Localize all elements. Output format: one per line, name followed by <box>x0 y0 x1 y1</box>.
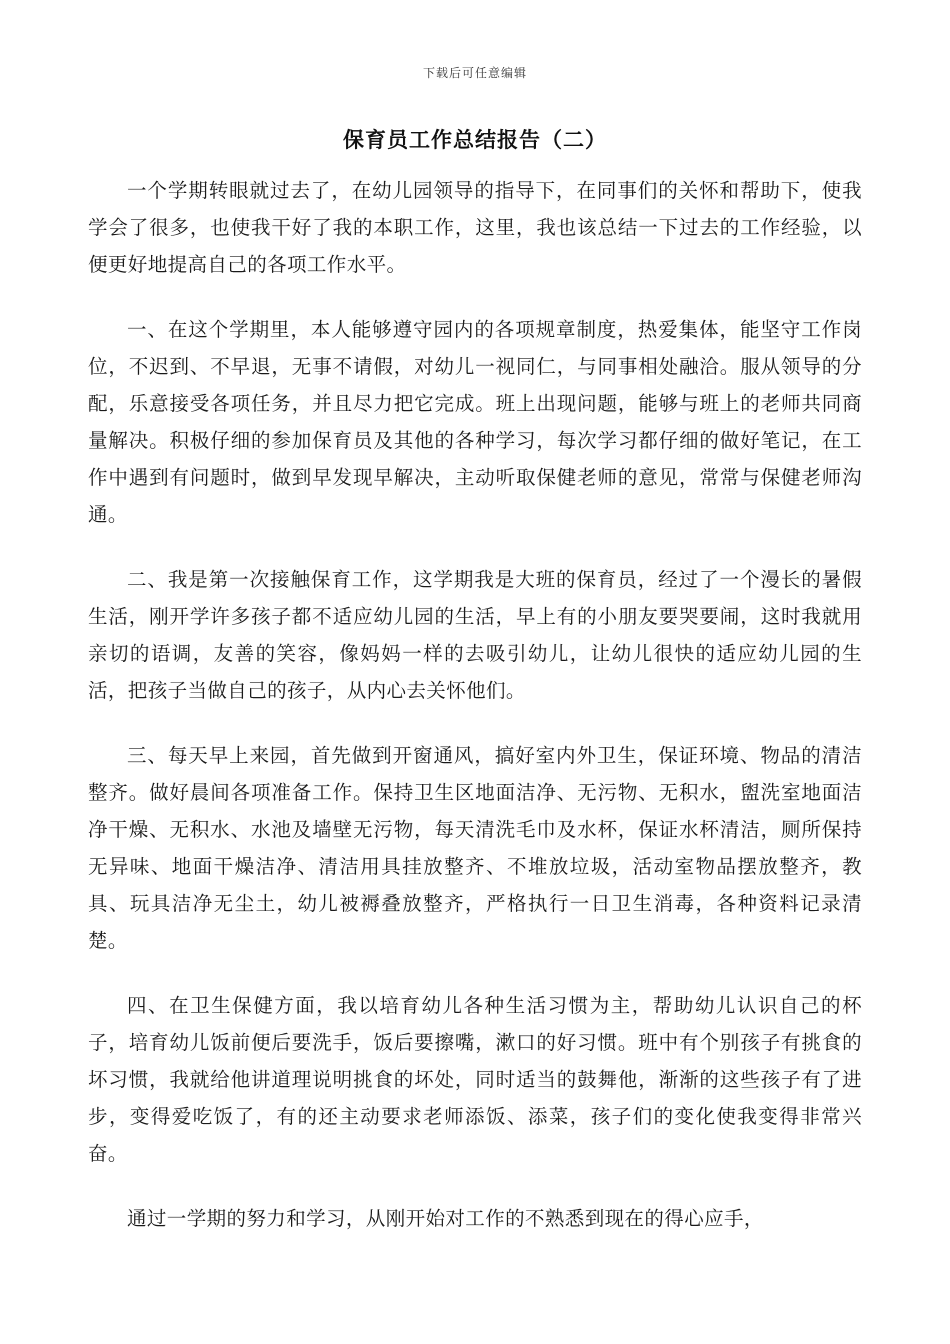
paragraph-section-1: 一、在这个学期里，本人能够遵守园内的各项规章制度，热爱集体，能坚守工作岗位，不迟到、不早退，无事不请假，对幼儿一视同仁，与同事相处融洽。服从领导的分配，乐意接受各项任务，并且尽力把它完成。班上出现问题，能够与班上的老师共同商量解决。积极仔细的参加保育员及其他的各种学习，每次学习都仔细的做好笔记，在工作中遇到有问题时，做到早发现早解决，主动听取保健老师的意见，常常与保健老师沟通。 <box>88 318 862 526</box>
paragraph-conclusion: 通过一学期的努力和学习，从刚开始对工作的不熟悉到现在的得心应手， <box>127 1207 764 1230</box>
document-title: 保育员工作总结报告（二） <box>343 127 607 152</box>
paragraph-section-3: 三、每天早上来园，首先做到开窗通风，搞好室内外卫生，保证环境、物品的清洁整齐。做好晨间各项准备工作。保持卫生区地面洁净、无污物、无积水，盥洗室地面洁净干燥、无积水、水池及墙壁无污物，每天清洗毛巾及水杯，保证水杯清洁，厕所保持无异味、地面干燥洁净、清洁用具挂放整齐、不堆放垃圾，活动室物品摆放整齐，教具、玩具洁净无尘土，幼儿被褥叠放整齐，严格执行一日卫生消毒，各种资料记录清楚。 <box>88 744 862 952</box>
paragraph-intro: 一个学期转眼就过去了，在幼儿园领导的指导下，在同事们的关怀和帮助下，使我学会了很多，也使我干好了我的本职工作，这里，我也该总结一下过去的工作经验，以便更好地提高自己的各项工作水平。 <box>88 179 862 276</box>
paragraph-section-4: 四、在卫生保健方面，我以培育幼儿各种生活习惯为主，帮助幼儿认识自己的杯子，培育幼儿饭前便后要洗手，饭后要擦嘴，漱口的好习惯。班中有个别孩子有挑食的坏习惯，我就给他讲道理说明挑食的坏处，同时适当的鼓舞他，渐渐的这些孩子有了进步，变得爱吃饭了，有的还主动要求老师添饭、添菜，孩子们的变化使我变得非常兴奋。 <box>88 994 862 1165</box>
document-body <box>88 172 862 1265</box>
header-note: 下载后可任意编辑 <box>422 66 527 80</box>
paragraph-section-2: 二、我是第一次接触保育工作，这学期我是大班的保育员，经过了一个漫长的暑假生活，刚开学许多孩子都不适应幼儿园的生活，早上有的小朋友要哭要闹，这时我就用亲切的语调，友善的笑容，像妈妈一样的去吸引幼儿，让幼儿很快的适应幼儿园的生活，把孩子当做自己的孩子，从内心去关怀他们。 <box>88 568 862 702</box>
